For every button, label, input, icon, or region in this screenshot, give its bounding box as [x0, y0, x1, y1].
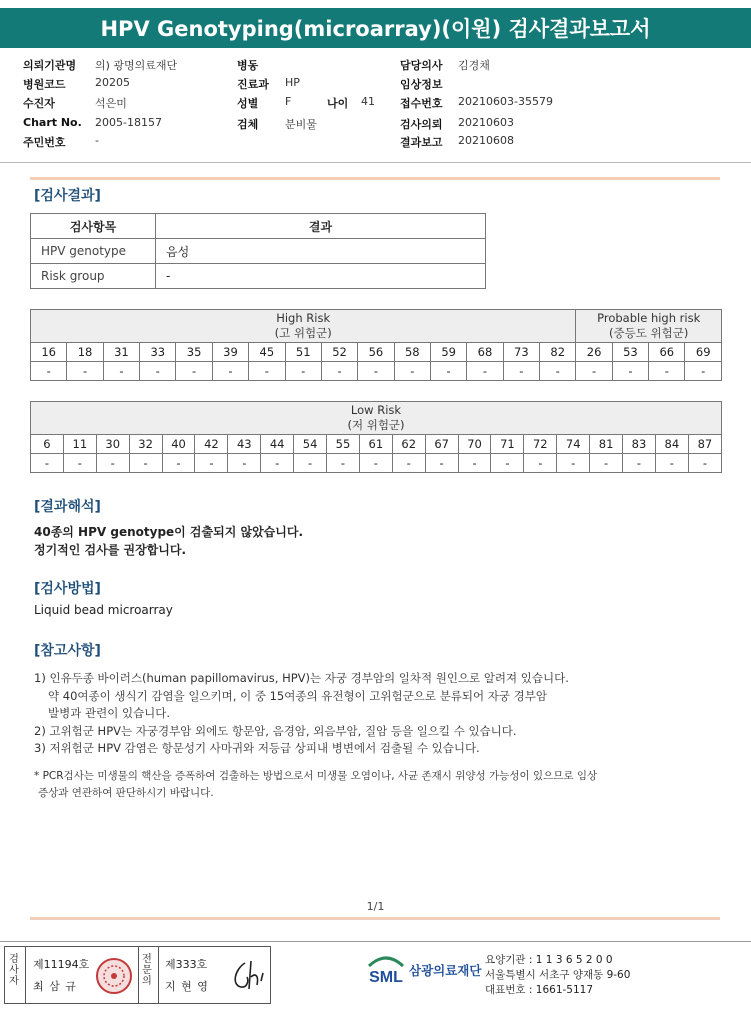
genotype-number: 30 [96, 435, 129, 454]
info-chart-no [23, 116, 162, 129]
org-name: 삼광의료재단 [409, 963, 482, 978]
label-char: 검 [9, 954, 19, 965]
signature-icon [227, 955, 267, 995]
low-risk-title: Low Risk [350, 403, 402, 417]
genotype-result: - [176, 362, 212, 381]
genotype-number: 72 [524, 435, 557, 454]
genotype-number: 43 [228, 435, 261, 454]
info-patient [23, 95, 127, 111]
divider [30, 177, 720, 180]
info-value: 41 [361, 95, 375, 108]
agency-code: 요양기관 : 1 1 3 6 5 2 0 0 [485, 954, 613, 966]
genotype-number: 16 [31, 343, 67, 362]
genotype-number: 56 [358, 343, 394, 362]
divider [25, 947, 26, 1003]
genotype-number: 33 [140, 343, 176, 362]
address: 서울특별시 서초구 양재동 9-60 [485, 969, 631, 981]
info-value: 20210603-35579 [458, 95, 553, 108]
info-label: 진료과 [237, 78, 269, 91]
genotype-result: - [503, 362, 539, 381]
genotype-number: 11 [63, 435, 96, 454]
info-doctor [400, 57, 490, 73]
genotype-number: 39 [212, 343, 248, 362]
genotype-number: 73 [503, 343, 539, 362]
label-char: 의 [142, 976, 152, 987]
divider [138, 947, 139, 1003]
genotype-result: - [685, 362, 722, 381]
info-label: 담당의사 [400, 59, 443, 72]
label-char: 자 [9, 976, 19, 987]
genotype-number: 32 [129, 435, 162, 454]
info-label: 주민번호 [23, 136, 66, 149]
genotype-number: 6 [31, 435, 64, 454]
info-resident-no [23, 134, 99, 150]
high-risk-header [31, 310, 576, 343]
seal-stamp-icon [95, 957, 133, 995]
genotype-number: 74 [557, 435, 590, 454]
genotype-number: 26 [576, 343, 612, 362]
genotype-result: - [103, 362, 139, 381]
genotype-result: - [327, 454, 360, 473]
interpretation-line: 정기적인 검사를 권장합니다. [34, 543, 187, 557]
row-item: HPV genotype [31, 239, 156, 264]
info-value: 20210608 [458, 134, 514, 147]
divider [30, 917, 720, 920]
info-label: Chart No. [23, 116, 82, 129]
genotype-number: 82 [540, 343, 576, 362]
org-logo [365, 952, 481, 988]
info-sex [237, 95, 292, 111]
genotype-result: - [576, 362, 612, 381]
high-risk-title: High Risk [276, 311, 331, 325]
genotype-result: - [261, 454, 294, 473]
genotype-result: - [285, 362, 321, 381]
genotype-result: - [392, 454, 425, 473]
genotype-number: 83 [623, 435, 656, 454]
specialist-label [141, 954, 153, 987]
genotype-number: 40 [162, 435, 195, 454]
divider [0, 941, 751, 942]
report-title: HPV Genotyping(microarray)(이원) 검사결과보고서 [0, 8, 751, 48]
col-item-header: 검사항목 [31, 214, 156, 239]
genotype-result: - [212, 362, 248, 381]
interpretation-text [34, 523, 303, 559]
low-risk-header [31, 402, 722, 435]
info-label: 검체 [237, 118, 259, 131]
high-risk-table [30, 309, 722, 381]
low-risk-table [30, 401, 722, 473]
section-method-title: [검사방법] [34, 581, 101, 597]
info-label: 접수번호 [400, 97, 443, 110]
note-item: 2) 고위험군 HPV는 자궁경부암 외에도 항문암, 음경암, 외음부암, 질암 등을 일으킬 수 있습니다. [34, 723, 517, 738]
genotype-result: - [655, 454, 688, 473]
info-value: 20205 [95, 76, 130, 89]
genotype-number: 44 [261, 435, 294, 454]
genotype-number: 35 [176, 343, 212, 362]
probable-risk-header [576, 310, 722, 343]
interpretation-line: 40종의 HPV genotype이 검출되지 않았습니다. [34, 525, 304, 539]
genotype-number: 66 [649, 343, 685, 362]
note-item: 3) 저위험군 HPV 감염은 항문성기 사마귀와 저등급 상피내 병변에서 검출될 수 있습니다. [34, 741, 480, 755]
label-char: 전 [142, 954, 152, 965]
probable-risk-subtitle: (중등도 위험군) [609, 326, 689, 340]
section-result-title: [검사결과] [34, 188, 101, 204]
row-item: Risk group [31, 264, 156, 289]
info-label: 임상정보 [400, 78, 443, 91]
info-label: 의뢰기관명 [23, 59, 77, 72]
genotype-result: - [540, 362, 576, 381]
genotype-result: - [557, 454, 590, 473]
high-types-row [31, 343, 722, 362]
row-result: - [156, 264, 486, 289]
phone: 대표번호 : 1661-5117 [485, 984, 594, 996]
genotype-number: 84 [655, 435, 688, 454]
info-label: 병동 [237, 59, 259, 72]
genotype-result: - [31, 362, 67, 381]
genotype-result: - [31, 454, 64, 473]
info-value: 2005-18157 [95, 116, 162, 129]
info-label: 병원코드 [23, 78, 66, 91]
page-number: 1/1 [366, 900, 385, 913]
genotype-result: - [467, 362, 503, 381]
genotype-number: 31 [103, 343, 139, 362]
note-item: 발병과 관련이 있습니다. [48, 706, 171, 720]
divider [0, 162, 751, 163]
info-label: 나이 [327, 97, 349, 110]
probable-risk-title: Probable high risk [597, 311, 701, 325]
notes-list [34, 670, 597, 803]
info-institution [23, 57, 178, 73]
info-label: 수진자 [23, 97, 55, 110]
footnote-line: 증상과 연관하여 판단하시기 바랍니다. [38, 787, 214, 799]
info-value: HP [285, 76, 300, 89]
genotype-number: 67 [425, 435, 458, 454]
genotype-result: - [140, 362, 176, 381]
info-age [327, 95, 375, 111]
info-value: 석은미 [95, 97, 127, 110]
result-table [30, 213, 486, 289]
row-result: 음성 [156, 239, 486, 264]
info-value: 김경채 [458, 59, 490, 72]
info-label: 검사의뢰 [400, 118, 443, 131]
footnote-line: * PCR검사는 미생물의 핵산을 증폭하여 검출하는 방법으로서 미생물 오염이나, 사균 존재시 위양성 가능성이 있으므로 임상 [34, 769, 598, 782]
genotype-result: - [96, 454, 129, 473]
genotype-number: 45 [249, 343, 285, 362]
info-value: - [95, 134, 99, 147]
sml-logo-icon [365, 952, 407, 988]
genotype-number: 69 [685, 343, 722, 362]
genotype-number: 52 [321, 343, 357, 362]
genotype-result: - [249, 362, 285, 381]
examiner-name: 최 삼 규 [33, 980, 77, 993]
specialist-license: 제333호 [165, 958, 208, 971]
note-item: 약 40여종이 생식기 감염을 일으키며, 이 중 15여종의 유전형이 고위험군으로 분류되어 자궁 경부암 [48, 688, 547, 703]
info-label: 성별 [237, 97, 259, 110]
genotype-result: - [359, 454, 392, 473]
note-item: 1) 인유두종 바이러스(human papillomavirus, HPV)는 자궁 경부암의 일차적 원인으로 알려져 있습니다. [34, 671, 569, 685]
low-values-row [31, 454, 722, 473]
logo-text: SML [369, 969, 403, 986]
genotype-result: - [321, 362, 357, 381]
info-clinical [400, 76, 443, 92]
genotype-result: - [394, 362, 430, 381]
genotype-number: 61 [359, 435, 392, 454]
genotype-number: 59 [430, 343, 466, 362]
examiner-license: 제11194호 [33, 958, 90, 971]
genotype-result: - [491, 454, 524, 473]
genotype-result: - [162, 454, 195, 473]
table-row [31, 239, 486, 264]
genotype-number: 68 [467, 343, 503, 362]
genotype-result: - [358, 362, 394, 381]
divider [158, 947, 159, 1003]
info-value: 20210603 [458, 116, 514, 129]
genotype-result: - [623, 454, 656, 473]
genotype-result: - [425, 454, 458, 473]
signature-box [4, 946, 271, 1004]
info-dept [237, 76, 300, 92]
high-risk-subtitle: (고 위험군) [274, 326, 332, 340]
info-value: 분비물 [285, 118, 317, 131]
genotype-number: 55 [327, 435, 360, 454]
genotype-result: - [649, 362, 685, 381]
label-char: 사 [9, 965, 19, 976]
genotype-number: 71 [491, 435, 524, 454]
info-reported [400, 134, 514, 150]
genotype-result: - [524, 454, 557, 473]
info-requested [400, 116, 514, 132]
genotype-number: 53 [612, 343, 648, 362]
low-risk-subtitle: (저 위험군) [347, 418, 405, 432]
label-char: 문 [142, 965, 152, 976]
org-address [485, 953, 630, 998]
info-value: 의) 광명의료재단 [95, 59, 178, 72]
genotype-number: 42 [195, 435, 228, 454]
genotype-number: 18 [67, 343, 103, 362]
high-values-row [31, 362, 722, 381]
table-row [31, 264, 486, 289]
genotype-number: 54 [294, 435, 327, 454]
info-value: F [285, 95, 292, 108]
examiner-label [8, 954, 20, 987]
method-text: Liquid bead microarray [34, 603, 173, 617]
genotype-result: - [688, 454, 721, 473]
col-result-header: 결과 [156, 214, 486, 239]
genotype-result: - [590, 454, 623, 473]
info-specimen [237, 116, 317, 132]
genotype-result: - [67, 362, 103, 381]
genotype-result: - [430, 362, 466, 381]
genotype-result: - [458, 454, 491, 473]
genotype-result: - [228, 454, 261, 473]
genotype-number: 62 [392, 435, 425, 454]
genotype-number: 70 [458, 435, 491, 454]
info-ward [237, 57, 258, 73]
info-receipt [400, 95, 553, 111]
genotype-result: - [129, 454, 162, 473]
section-notes-title: [참고사항] [34, 643, 101, 659]
genotype-result: - [294, 454, 327, 473]
specialist-name: 지 현 영 [165, 980, 209, 993]
info-hospital-code [23, 76, 130, 92]
genotype-number: 58 [394, 343, 430, 362]
genotype-result: - [612, 362, 648, 381]
info-label: 결과보고 [400, 136, 443, 149]
low-types-row [31, 435, 722, 454]
genotype-number: 51 [285, 343, 321, 362]
genotype-number: 81 [590, 435, 623, 454]
genotype-number: 87 [688, 435, 721, 454]
genotype-result: - [195, 454, 228, 473]
genotype-result: - [63, 454, 96, 473]
section-interpretation-title: [결과해석] [34, 499, 101, 515]
